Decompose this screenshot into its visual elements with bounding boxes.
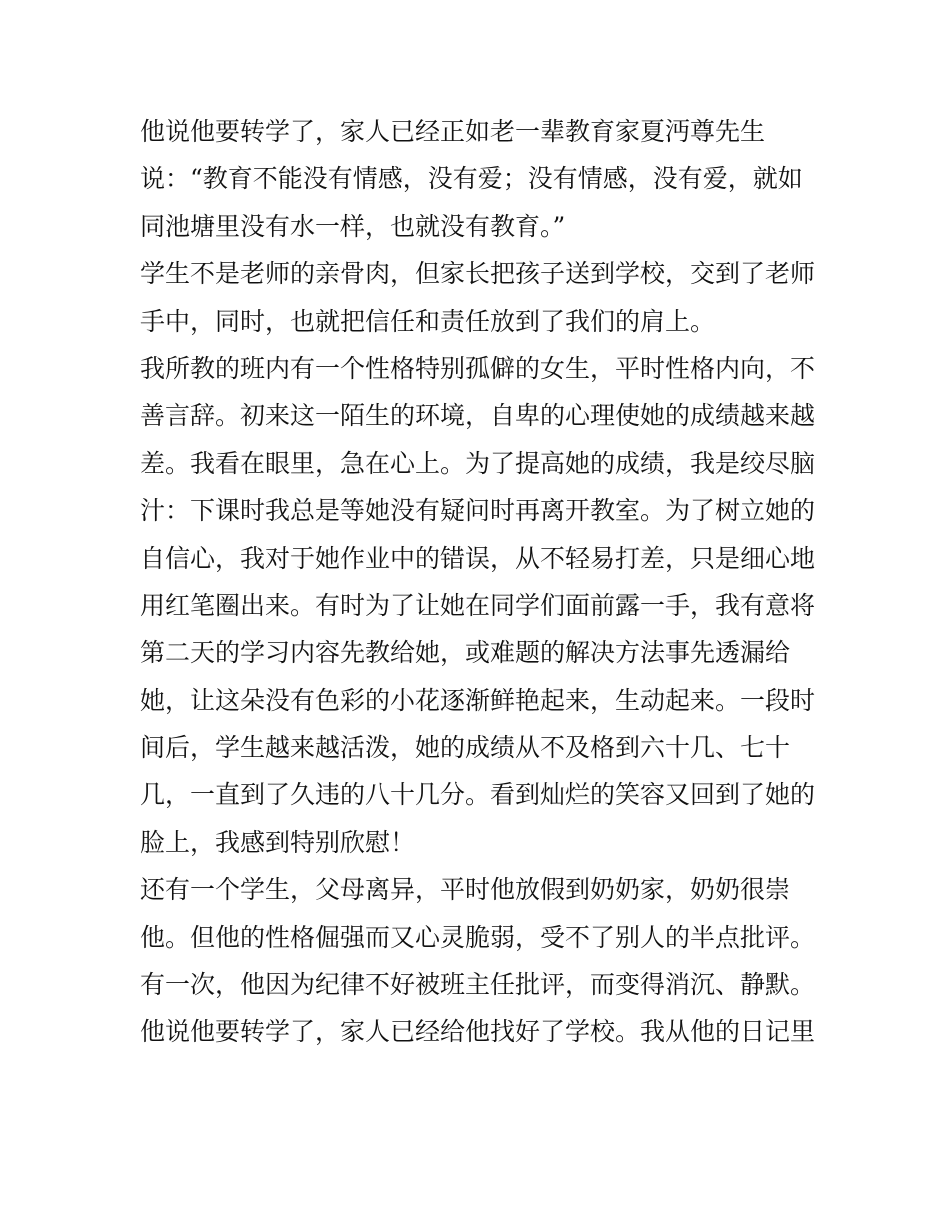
text-line-10: 自信心，我对于她作业中的错误，从不轻易打差，只是细心地 bbox=[140, 543, 816, 573]
text-line-13: 她，让这朵没有色彩的小花逐渐鲜艳起来，生动起来。一段时 bbox=[140, 685, 816, 715]
text-line-3: 同池塘里没有水一样，也就没有教育。” bbox=[140, 211, 566, 241]
text-line-20: 他说他要转学了，家人已经给他找好了学校。我从他的日记里 bbox=[140, 1017, 816, 1047]
text-line-9: 汁：下课时我总是等她没有疑问时再离开教室。为了树立她的 bbox=[140, 496, 816, 526]
text-line-5: 手中，同时，也就把信任和责任放到了我们的肩上。 bbox=[140, 306, 716, 336]
text-line-7: 善言辞。初来这一陌生的环境，自卑的心理使她的成绩越来越 bbox=[140, 401, 816, 431]
text-line-19: 有一次，他因为纪律不好被班主任批评，而变得消沉、静默。 bbox=[140, 970, 816, 1000]
text-line-14: 间后，学生越来越活泼，她的成绩从不及格到六十几、七十 bbox=[140, 733, 791, 763]
text-line-1: 他说他要转学了，家人已经正如老一辈教育家夏沔尊先生 bbox=[140, 117, 766, 146]
text-line-18: 他。但他的性格倔强而又心灵脆弱，受不了别人的半点批评。 bbox=[140, 922, 816, 952]
text-line-2: 说：“教育不能没有情感，没有爱；没有情感，没有爱，就如 bbox=[140, 164, 803, 194]
text-line-4: 学生不是老师的亲骨肉，但家长把孩子送到学校，交到了老师 bbox=[140, 259, 816, 289]
text-line-8: 差。我看在眼里，急在心上。为了提高她的成绩，我是绞尽脑 bbox=[140, 448, 816, 478]
document-body bbox=[140, 108, 820, 1056]
text-line-17: 还有一个学生，父母离异，平时他放假到奶奶家，奶奶很崇 bbox=[140, 875, 791, 905]
text-line-12: 第二天的学习内容先教给她，或难题的解决方法事先透漏给 bbox=[140, 638, 791, 668]
text-line-6: 我所教的班内有一个性格特别孤僻的女生，平时性格内向，不 bbox=[140, 353, 816, 383]
text-line-16: 脸上，我感到特别欣慰！ bbox=[140, 827, 416, 857]
text-line-11: 用红笔圈出来。有时为了让她在同学们面前露一手，我有意将 bbox=[140, 590, 816, 620]
text-line-15: 几，一直到了久违的八十几分。看到灿烂的笑容又回到了她的 bbox=[140, 780, 816, 810]
